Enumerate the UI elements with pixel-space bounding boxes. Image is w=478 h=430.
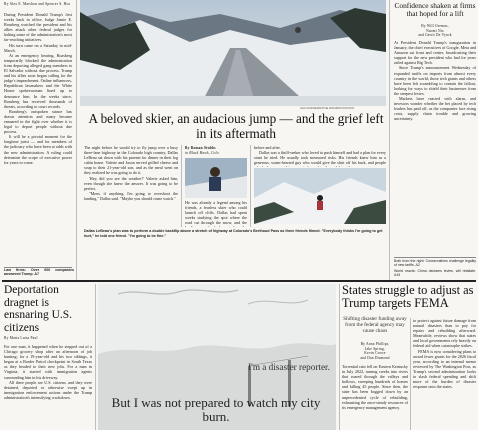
feature-paragraph: "Mom, if anything, I'm going to overshoot the landing," Dallas said. "Maybe you should come watch." bbox=[84, 190, 178, 201]
section-divider bbox=[2, 280, 476, 282]
right-footer-teaser-2[interactable]: World reacts: China declares levies, will retaliate. A19 bbox=[394, 269, 476, 278]
bottom-left-paragraph: All three people are U.S. citizens, and they were detained, deported or otherwise swept up in immigration enforcement actions under the Trump administration's intensifying crackdown. bbox=[4, 379, 92, 400]
right-story-headline[interactable]: Confidence shaken at firms that hoped for a lift bbox=[394, 1, 476, 19]
bottom-left-body bbox=[4, 344, 92, 430]
divider bbox=[394, 257, 476, 258]
byline-line: Jake Spring, bbox=[364, 346, 386, 351]
feature-inset-photo bbox=[185, 158, 247, 198]
bottom-right-paragraph: Torrential rain fell on Eastern Kentucky in July 2022, turning creeks into rivers that roared through the valleys and hollows, sweeping hundreds of homes and killing 45 people. Since then, the state has been bogged down by an unprecedented cycle of rebuilding, exhausting the once-steady resources of its emergency management agency. bbox=[342, 364, 408, 410]
byline-line: and Dan Diamond bbox=[360, 355, 390, 360]
feature-col-2 bbox=[185, 200, 247, 227]
left-story-body bbox=[4, 12, 72, 264]
feature-headline[interactable]: A beloved skier, an audacious jump — and the grief left in its aftermath bbox=[88, 111, 384, 141]
quote-line-2: But I was not prepared to watch my city burn. bbox=[111, 395, 321, 424]
bottom-right-deck: Shifting disaster funding away from the federal agency may cause chaos bbox=[343, 316, 407, 334]
right-paragraph: Markets have reacted with alarm, and investors wonder whether the bet placed by tech leaders has paid off, as the companies face rising costs, supply chain trouble and growing uncertainty. bbox=[394, 96, 476, 122]
bottom-right-paragraph: to protect against future damage from natural disasters than to pay for repairs and rebuilding afterward. Meanwhile, reviews show that states and local governments rely heavily on federal aid when catastrophe strikes. bbox=[413, 318, 476, 349]
feature-caption: Dallas LeBeau's plan was to perform a double backflip above a stretch of highway at Colorado's Berthoud Pass as three friends filmed. "Everybody thinks I'm going to get hurt," he told one friend. "I'm going to be fine." bbox=[84, 229, 383, 238]
feature-dateline: in Black Hawk, Colo. bbox=[185, 151, 220, 155]
right-story-byline bbox=[394, 24, 476, 38]
byline-line: By Anna Phillips, bbox=[360, 342, 390, 346]
disaster-reporter-promo[interactable] bbox=[98, 284, 336, 430]
left-paragraph: Boasberg's outspoken stance has drawn attention and many became ensnared in the fight over whether it is legal to deport people without due process. bbox=[4, 108, 72, 135]
bottom-left-paragraph: For one man, it happened when he stepped out of a Chicago grocery shop after an afternoon of job hunting; for a 19-year-old and his two siblings, it began at a Border Patrol checkpoint in South Texas as they headed to their new jobs. For a man in Virginia, it started with immigration agents surrounding him in his driveway. bbox=[4, 344, 92, 380]
left-paragraph: His turn came on a Saturday in mid-March. bbox=[4, 42, 72, 53]
byline-line: and Gerrit De Vynck bbox=[418, 33, 452, 38]
bottom-right-col-1 bbox=[342, 364, 408, 430]
column-rule bbox=[95, 284, 96, 430]
bottom-right-col-2 bbox=[413, 318, 476, 430]
quote-line-1: I'm a disaster reporter. bbox=[248, 362, 330, 372]
bottom-left-byline: By Maria Luisa Paul bbox=[4, 336, 38, 340]
snowy-road-photo bbox=[80, 0, 386, 106]
left-paragraph: It will be a pivotal moment for the longtime jurist — and for members of the judiciary who have been at odds with the new administration. A ruling could determine the scope of executive power for years to come. bbox=[4, 134, 72, 165]
column-rule bbox=[76, 0, 77, 280]
right-paragraph: Since Trump's announcement Wednesday of expanded tariffs on imports from almost every country in the world, those tech giants and others have been left scrambling to contain the fallout, looking for ways to shield their businesses from the steepest levies. bbox=[394, 65, 476, 96]
skier-photo bbox=[80, 0, 386, 106]
bottom-right-headline[interactable]: States struggle to adjust as Trump targets FEMA bbox=[342, 283, 474, 311]
bottom-left-headline[interactable]: Deportation dragnet is ensnaring U.S. citizens bbox=[4, 284, 73, 334]
right-paragraph: At President Donald Trump's inauguration in January, the chief executives of Google, Meta and Amazon sat front and center, broadcasting their support for the new president who had for years railed against Big Tech. bbox=[394, 40, 476, 66]
byline-line: Naomi Nix bbox=[426, 28, 444, 33]
column-rule bbox=[410, 318, 411, 430]
column-rule bbox=[250, 145, 251, 227]
column-rule bbox=[181, 145, 182, 227]
right-footer-teaser-1[interactable]: Both from the right: Conservatives challenge legality of new tariffs. A2 bbox=[394, 259, 476, 268]
left-story-byline: By Alex E. Marshon and Spencer S. Hsu bbox=[4, 2, 70, 6]
left-footer-teaser[interactable]: Law firms: Over 600 companies answered Trump. A7 bbox=[4, 268, 74, 277]
left-paragraph: During President Donald Trump's first weeks back in office, Judge Jamie E. Boasberg watched the president and his allies attack other federal judges for halting some of the administration's most far-reaching initiatives. bbox=[4, 12, 72, 43]
column-rule bbox=[389, 0, 390, 280]
byline-line: By Will Oremus, bbox=[421, 24, 449, 28]
left-paragraph: At an emergency hearing, Boasberg temporarily blocked the administration from deporting alleged gang members to El Salvador without due process. Trump and his allies soon began calling for the judge's impeachment. Online influencers, Republican lawmakers and the White House spokeswoman lined up to denounce him. In the weeks since, Boasberg has received thousands of threats, according to court records. bbox=[4, 52, 72, 109]
feature-paragraph: Dallas was a thrill-seeker who loved to push himself and had a plan for every stunt he tried. He usually took measured risks. His friends knew him as a generous, warm-hearted guy who would give the shirt off his back, and people bbox=[254, 150, 386, 166]
feature-paragraph: before and after. bbox=[254, 145, 281, 150]
byline-line: Kevin Crowe bbox=[364, 351, 386, 356]
feature-byline: By Roman Stubbs bbox=[185, 146, 216, 150]
feature-col-1 bbox=[84, 145, 178, 227]
bottom-right-byline bbox=[342, 342, 408, 360]
feature-paragraph: 'Hey, did you see the weather?' Valerie asked him, even though she knew the answer. It was going to be perfect. bbox=[84, 175, 178, 191]
column-rule bbox=[339, 284, 340, 430]
photo-credit: JAHI CHIKWENDU/THE WASHINGTON POST bbox=[300, 107, 355, 110]
feature-paragraph: He was already a legend among his friends, a fearless skier who could launch off cliffs. Dallas had spent weeks studying the spot where the road cut through the snow, and the bbox=[185, 200, 247, 226]
feature-paragraph: The night before he would try to fly jump over a busy three-lane highway in the Colorado high country, Dallas LeBeau sat down with his parents for dinner in their log cabin home. Valerie and Jason served grilled cheese and soup to their 21-year-old son, and as the meal went on they realized he was going to do it. bbox=[84, 145, 178, 176]
mountain-skiers-photo bbox=[254, 168, 386, 224]
skier-portrait-photo bbox=[185, 158, 247, 198]
feature-col-3 bbox=[254, 145, 386, 167]
bottom-right-paragraph: FEMA is now considering plans to award fewer grants for the 2026 fiscal year, according to an internal memo reviewed by The Washington Post, as Trump's second administration looks to slash federal spending and shift more of the burden of disaster response onto the states. bbox=[413, 348, 476, 390]
feature-family-photo bbox=[254, 168, 386, 224]
right-story-body bbox=[394, 40, 476, 254]
